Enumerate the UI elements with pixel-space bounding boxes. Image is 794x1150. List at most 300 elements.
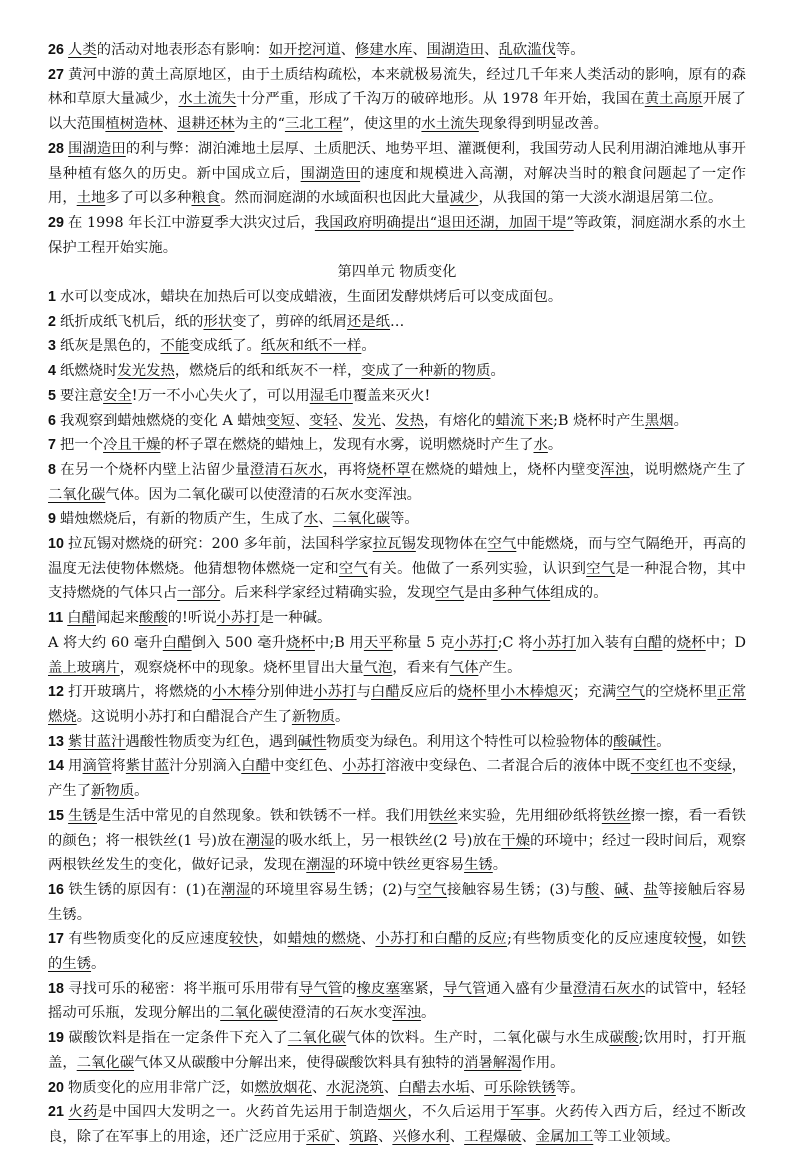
text-run: 作用。: [521, 1054, 565, 1071]
text-run: 、: [360, 931, 376, 948]
paragraph: [48, 409, 746, 434]
paragraph: [48, 334, 746, 359]
document-body: [48, 38, 746, 1150]
text-run: 通入盛有少量: [486, 980, 573, 997]
underlined-term: 纸灰和纸不一样: [260, 338, 362, 355]
text-run: 的利与弊：湖泊滩地土层厚、土质肥沃、地势平坦、灌溉便利，我国劳动人民利用湖泊滩地从事开垦种植有悠久的历史。新中国成立后，: [48, 140, 746, 182]
underlined-term: 可乐除铁锈: [484, 1079, 556, 1096]
underlined-term: 空气: [487, 536, 517, 553]
paragraph: [48, 310, 746, 335]
text-run: ，再将: [323, 461, 367, 478]
text-run: 中能燃烧，而与空气隔绝开，再高的温度无法使物体燃烧。他猜想物体燃烧一定和: [48, 536, 746, 577]
underlined-term: 紫甘蓝: [125, 758, 170, 775]
text-run: 我观察到蜡烛燃烧的变化 A 蜡烛: [60, 412, 267, 429]
underlined-term: 二氧化碳: [332, 511, 391, 528]
text-run: 。: [134, 783, 149, 800]
text-run: 拉瓦锡对燃烧的研究：200 多年前，法国科学家: [68, 536, 373, 553]
text-run: 、: [380, 412, 396, 429]
paragraph: [48, 433, 746, 458]
text-run: 的试管中，轻轻摇动可乐瓶，发现分解出的: [48, 980, 747, 1022]
text-run: ，说明燃烧产生了: [629, 461, 747, 478]
underlined-term: 盖上玻璃片: [48, 659, 120, 676]
text-run: 的: [662, 634, 677, 651]
underlined-term: 干燥: [501, 832, 531, 849]
underlined-term: 白醋: [241, 758, 271, 775]
text-run: 的: [342, 980, 357, 997]
text-run: 十分严重，形成了千沟万的破碎地形。从 1978 年开始，我国在: [236, 91, 645, 108]
item-number: 5: [48, 387, 61, 404]
underlined-term: 冷且干燥: [103, 437, 161, 454]
underlined-term: 不变红也不变绿: [630, 758, 732, 775]
underlined-term: 工程爆破: [464, 1128, 522, 1145]
text-run: 。: [492, 857, 508, 874]
underlined-term: 黑烟: [644, 412, 674, 429]
paragraph: [48, 1026, 746, 1075]
text-run: 是中国四大发明之一。火药首先运用于制造: [97, 1104, 378, 1121]
underlined-term: 二氧化碳: [76, 1054, 135, 1071]
item-number: 11: [48, 610, 68, 627]
text-run: 使澄清的石灰水变: [277, 1005, 393, 1022]
underlined-term: 筑路: [349, 1128, 379, 1145]
text-run: 有关。他做了一系列实验，认识到: [368, 560, 587, 577]
underlined-term: 植树造林: [105, 116, 163, 133]
paragraph: [48, 754, 746, 803]
text-run: 。: [673, 412, 688, 429]
underlined-term: 变短: [266, 412, 295, 429]
item-number: 2: [48, 313, 61, 330]
text-run: 。: [334, 708, 350, 725]
underlined-term: 人类: [68, 42, 97, 58]
text-run: !万一不小心失火了，可以用: [131, 387, 310, 404]
underlined-term: 烟火: [377, 1104, 408, 1121]
underlined-term: 生锈: [68, 807, 97, 824]
text-run: 等工业领域。: [593, 1128, 680, 1145]
underlined-term: 酸碱性: [613, 733, 657, 750]
text-run: 接触容易生锈；(3)与: [447, 881, 585, 898]
text-run: ，燃烧后的纸和纸灰不一样，: [174, 363, 362, 380]
text-run: 的环境中；经过一段时间后，观察两根铁丝发生的变化，做好记录，发现在: [48, 832, 746, 874]
underlined-term: 黄土高原: [644, 91, 703, 108]
item-number: 21: [48, 1104, 69, 1121]
underlined-term: 修建水库: [355, 42, 413, 58]
underlined-term: 烧杯: [286, 634, 315, 651]
text-run: 称量 5 克: [392, 634, 455, 651]
text-run: 变了，剪碎的纸屑: [232, 313, 347, 330]
item-number: 13: [48, 733, 69, 750]
underlined-term: 铁丝: [428, 807, 458, 824]
text-run: 、: [311, 1079, 327, 1096]
text-run: 组成的。: [550, 585, 608, 602]
text-run: 等政策，洞庭湖水系的水土保护工程开始实施。: [48, 214, 746, 256]
underlined-term: 水: [303, 511, 319, 528]
underlined-term: 新物质: [91, 783, 135, 800]
item-number: 8: [48, 461, 61, 478]
text-run: 发现物体在: [415, 536, 488, 553]
text-run: 。后来科学家经过精确实验，发现: [220, 585, 436, 602]
underlined-term: 天平: [363, 634, 393, 651]
underlined-term: 兴修水利: [392, 1128, 450, 1145]
underlined-term: 导气管: [298, 980, 343, 997]
text-run: 要注意: [60, 387, 104, 404]
text-run: 。然而洞庭湖的水域面积也因此大量: [220, 190, 450, 207]
item-number: 7: [48, 437, 61, 454]
underlined-term: 土地: [76, 190, 106, 207]
text-run: 现象得到明显改善。: [478, 116, 608, 133]
underlined-term: 碳酸: [609, 1030, 639, 1047]
paragraph: [48, 63, 746, 137]
underlined-term: 水土流失: [421, 116, 479, 133]
underlined-term: 一部分: [177, 585, 221, 602]
underlined-term: 小苏打: [216, 610, 260, 627]
text-run: ，从我国的第一大淡水湖退居第二位。: [478, 190, 723, 207]
item-number: 16: [48, 881, 69, 898]
text-run: 开展了以大范围: [48, 91, 747, 133]
underlined-term: 围湖造田: [426, 42, 485, 58]
text-run: 、: [412, 42, 427, 58]
text-run: ，看来有: [392, 659, 450, 676]
text-run: 汁分别滴入: [169, 758, 242, 775]
paragraph: [48, 458, 746, 507]
underlined-term: 蜡流下来: [495, 412, 554, 429]
text-run: 。: [91, 956, 106, 973]
underlined-term: 慢: [687, 931, 703, 948]
underlined-term: 新物质: [291, 708, 335, 725]
underlined-term: 发光发热: [117, 363, 175, 380]
text-run: 的杯子罩在燃烧的蜡烛上，发现有水雾，说明燃烧时产生了: [160, 437, 534, 454]
underlined-term: 空气: [586, 560, 616, 577]
underlined-term: 二氧化碳: [220, 1005, 278, 1022]
underlined-term: 多种气体: [492, 585, 551, 602]
paragraph: [48, 359, 746, 384]
text-run: 水可以变成冰，蜡块在加热后可以变成蜡液，生面团发酵烘烤后可以变成面包。: [60, 289, 563, 306]
text-run: 、: [521, 1128, 536, 1145]
text-run: 、: [469, 1079, 485, 1096]
underlined-term: 变轻: [309, 412, 338, 429]
paragraph: [48, 137, 746, 211]
paragraph: [48, 507, 746, 532]
text-run: ，不久后运用于: [407, 1104, 511, 1121]
text-run: 擦一擦，看一看铁的颜色；将一根铁丝(1 号)放在: [48, 807, 747, 849]
item-number: 20: [48, 1079, 69, 1096]
underlined-term: 紫甘蓝汁: [68, 733, 126, 750]
item-number: 4: [48, 363, 61, 380]
text-run: 加入装有: [575, 634, 634, 651]
underlined-term: 燃放烟花: [254, 1079, 312, 1096]
underlined-term: 烧杯: [676, 634, 706, 651]
text-run: ，如: [258, 931, 288, 948]
paragraph: [48, 384, 746, 409]
paragraph: [48, 927, 746, 976]
underlined-term: 水: [533, 437, 548, 454]
text-run: ，如: [702, 931, 732, 948]
underlined-term: 盐: [643, 881, 659, 898]
text-run: 、: [337, 412, 353, 429]
text-run: 、: [599, 881, 615, 898]
underlined-term: 安全: [103, 387, 132, 404]
underlined-term: 烧杯罩: [366, 461, 411, 478]
underlined-term: 白醋: [67, 610, 96, 627]
text-run: …: [390, 313, 405, 330]
text-run: 铁生锈的原因有：(1)在: [68, 881, 222, 898]
paragraph: [48, 1076, 746, 1101]
text-run: 等接触后容易生锈。: [48, 881, 746, 923]
paragraph: [48, 1100, 746, 1149]
paragraph: [48, 977, 746, 1026]
text-run: 寻找可乐的秘密：将半瓶可乐用带有: [68, 980, 299, 997]
item-number: 12: [48, 684, 69, 701]
text-run: 是一种碱。: [259, 610, 332, 627]
text-run: 将: [111, 758, 126, 775]
text-run: 物质变为绿色。利用这个特性可以检验物体的: [326, 733, 614, 750]
underlined-term: 二氧化碳: [48, 486, 106, 503]
underlined-term: 粮食: [191, 190, 221, 207]
item-number: 6: [48, 412, 61, 429]
underlined-term: 变成了一种新的物质: [361, 363, 491, 380]
underlined-term: 军事: [510, 1104, 541, 1121]
underlined-term: 较快: [229, 931, 259, 948]
item-number: 28: [48, 140, 69, 157]
item-number: 18: [48, 980, 69, 997]
underlined-term: 湿毛巾: [309, 387, 353, 404]
text-run: 。: [490, 363, 505, 380]
item-number: 17: [48, 931, 69, 948]
text-run: ”，使这里的: [342, 116, 422, 133]
underlined-term: 澄清石灰水: [250, 461, 323, 478]
underlined-term: 白醋: [162, 634, 192, 651]
text-run: 。: [361, 338, 376, 355]
underlined-term: 空气: [616, 684, 646, 701]
text-run: ；充满: [573, 684, 617, 701]
text-run: 。: [656, 733, 671, 750]
text-run: 的活动对地表形态有影响：: [96, 42, 269, 58]
text-run: 塞紧，: [399, 980, 444, 997]
text-run: 覆盖来灭火!: [352, 387, 431, 404]
underlined-term: 如开挖河道: [268, 42, 341, 58]
text-run: 在另一个烧杯内壁上沾留少量: [60, 461, 251, 478]
text-run: 。火药传入西方后，经过不断改良，除了在军事上的用途，还广泛应用于: [48, 1104, 746, 1145]
text-run: ，有熔化的: [424, 412, 496, 429]
paragraph: [48, 680, 746, 729]
text-run: 来实验，先用细砂纸将: [457, 807, 602, 824]
item-number: 19: [48, 1030, 69, 1047]
paragraph: [48, 878, 746, 927]
text-run: 、: [294, 412, 310, 429]
text-run: 多了可以多种: [105, 190, 192, 207]
underlined-term: 白醋去水垢: [398, 1079, 470, 1096]
underlined-term: 还是纸: [346, 313, 391, 330]
item-number: 15: [48, 807, 69, 824]
text-run: 。: [547, 437, 563, 454]
paragraph: [48, 211, 746, 260]
underlined-term: 白醋: [633, 634, 663, 651]
text-run: 等。: [390, 511, 419, 528]
underlined-term: 消暑解渴: [464, 1054, 522, 1071]
text-run: 中变红色、: [270, 758, 343, 775]
item-number: 26: [48, 42, 69, 58]
text-run: 中;B 用: [314, 634, 364, 651]
underlined-term: 潮湿: [221, 881, 251, 898]
underlined-term: 空气: [338, 560, 368, 577]
text-run: 的速度和规模进入高潮，对解决当时的粮食问题起了一定作用，: [48, 165, 746, 207]
underlined-term: 小苏打: [532, 634, 576, 651]
text-run: 气体又从碳酸中分解出来，使得碳酸饮料具有独特的: [134, 1054, 465, 1071]
text-run: 等。: [555, 42, 585, 58]
underlined-term: 围湖造田: [68, 140, 126, 157]
underlined-term: 气泡: [363, 659, 393, 676]
text-run: 、: [318, 511, 333, 528]
item-number: 10: [48, 536, 69, 553]
underlined-term: 减少: [449, 190, 479, 207]
paragraph: [48, 631, 746, 680]
paragraph: [48, 38, 746, 63]
text-run: 是由: [464, 585, 493, 602]
text-run: 的!听说: [167, 610, 217, 627]
text-run: 与: [356, 684, 372, 701]
text-run: 的环境里容易生锈；(2)与: [250, 881, 418, 898]
text-run: 的吸水纸上，另一根铁丝(2 号)放在: [274, 832, 502, 849]
underlined-term: 潮湿: [306, 857, 335, 874]
text-run: 气体。因为二氧化碳可以使澄清的石灰水变浑浊。: [105, 486, 422, 503]
underlined-term: 发光: [352, 412, 381, 429]
item-number: 9: [48, 511, 61, 528]
underlined-term: 水泥浇筑: [326, 1079, 384, 1096]
text-run: 用: [68, 758, 83, 775]
text-run: 变成纸了。: [189, 338, 261, 355]
underlined-term: 空气: [435, 585, 465, 602]
item-number: 3: [48, 338, 61, 355]
text-run: 、: [162, 116, 178, 133]
text-run: ;有些物质变化的反应速度较: [507, 931, 688, 948]
text-run: ;C 将: [497, 634, 533, 651]
item-number: 1: [48, 289, 61, 306]
text-run: 产生。: [478, 659, 522, 676]
text-run: 有些物质变化的反应速度: [68, 931, 230, 948]
underlined-term: 金属加工: [535, 1128, 594, 1145]
text-run: 分别伸进: [255, 684, 314, 701]
text-run: 、: [378, 1128, 393, 1145]
paragraph: [48, 285, 746, 310]
text-run: 是一种混合物，其中支持燃烧的气体只占: [48, 560, 746, 602]
underlined-term: 小木棒熄灭: [500, 684, 574, 701]
underlined-term: 白醋: [371, 684, 400, 701]
underlined-term: 二氧化碳: [287, 1030, 347, 1047]
underlined-term: 小苏打: [342, 758, 386, 775]
text-run: 、: [340, 42, 355, 58]
underlined-term: 拉瓦锡: [372, 536, 416, 553]
text-run: A 将大约 60 毫升: [48, 634, 163, 651]
underlined-term: 形状: [203, 313, 233, 330]
text-run: 蜡烛燃烧后，有新的物质产生，生成了: [60, 511, 304, 528]
underlined-term: 正常燃烧: [48, 684, 747, 725]
text-run: 纸燃烧时: [60, 363, 118, 380]
underlined-term: 空气: [417, 881, 448, 898]
paragraph: [48, 606, 746, 631]
underlined-term: 澄清石灰水: [573, 980, 646, 997]
text-run: 物质变化的应用非常广泛，如: [68, 1079, 255, 1096]
text-run: 溶液中变绿色、二者混合后的液体中既: [385, 758, 631, 775]
underlined-term: 小苏打和白醋的反应: [375, 931, 508, 948]
text-run: 、: [628, 881, 644, 898]
text-run: 在 1998 年长江中游夏季大洪灾过后，: [68, 214, 315, 231]
underlined-term: 退耕还林: [177, 116, 235, 133]
underlined-term: 采矿: [306, 1128, 335, 1145]
underlined-term: 碱性: [297, 733, 327, 750]
text-run: 、: [484, 42, 499, 58]
underlined-term: 酸: [584, 881, 600, 898]
text-run: 把一个: [60, 437, 104, 454]
underlined-term: 小苏打: [454, 634, 498, 651]
item-number: 29: [48, 214, 69, 231]
text-run: 。: [421, 1005, 436, 1022]
text-run: 倒入 500 毫升: [191, 634, 287, 651]
text-run: 、: [334, 1128, 350, 1145]
text-run: ;B 烧杯时产生: [553, 412, 645, 429]
item-number: 27: [48, 66, 69, 83]
underlined-term: 围湖造田: [300, 165, 361, 182]
text-run: 、: [383, 1079, 399, 1096]
underlined-term: 滴管: [82, 758, 112, 775]
underlined-term: 发热: [395, 412, 424, 429]
text-run: 的空烧杯里: [645, 684, 718, 701]
underlined-term: 气体: [449, 659, 479, 676]
text-run: 黄河中游的黄土高原地区，由于土质结构疏松，本来就极易流失，经过几千年来人类活动的影响，原有的森林和草原大量减少，: [48, 66, 746, 108]
text-run: 。这说明小苏打和白醋混合产生了: [76, 708, 292, 725]
text-run: ，观察烧杯中的现象。烧杯里冒出大量: [119, 659, 364, 676]
underlined-term: 我国政府明确提出“退田还湖，加固干堤”: [314, 214, 574, 231]
underlined-term: 烧杯: [457, 684, 487, 701]
underlined-term: 铁的生锈: [48, 931, 746, 973]
item-number: 14: [48, 758, 69, 775]
text-run: 中；D: [705, 634, 746, 651]
underlined-term: 浑浊: [600, 461, 630, 478]
text-run: 纸灰是黑色的，: [60, 338, 161, 355]
text-run: 在燃烧的蜡烛上，烧杯内壁变: [410, 461, 601, 478]
underlined-term: 火药: [68, 1104, 98, 1121]
text-run: 遇酸性物质变为红色，遇到: [125, 733, 298, 750]
underlined-term: 导气管: [443, 980, 487, 997]
underlined-term: 铁丝: [601, 807, 631, 824]
underlined-term: 生锈: [464, 857, 493, 874]
text-run: ，产生了: [48, 758, 747, 800]
paragraph: [48, 730, 746, 755]
paragraph: [48, 532, 746, 606]
underlined-term: 碱: [614, 881, 629, 898]
text-run: 为主的“: [234, 116, 285, 133]
underlined-term: 乱砍滥伐: [498, 42, 556, 58]
text-run: 碳酸饮料是指在一定条件下充入了: [68, 1030, 288, 1047]
text-run: 打开玻璃片，将燃烧的: [68, 684, 213, 701]
underlined-term: 不能: [160, 338, 190, 355]
unit-title: 第四单元 物质变化: [337, 264, 457, 281]
text-run: 、: [449, 1128, 465, 1145]
underlined-term: 小苏打: [313, 684, 357, 701]
text-run: 纸折成纸飞机后，纸的: [60, 313, 204, 330]
underlined-term: 三北工程: [284, 116, 343, 133]
text-run: ;饮用时，打开瓶盖，: [48, 1030, 747, 1071]
underlined-term: 潮湿: [245, 832, 275, 849]
underlined-term: 蜡烛的燃烧: [287, 931, 361, 948]
underlined-term: 橡皮塞: [356, 980, 400, 997]
underlined-term: 浑浊: [392, 1005, 422, 1022]
underlined-term: 小木棒: [212, 684, 256, 701]
text-run: 气体的饮料。生产时，二氧化碳与水生成: [346, 1030, 610, 1047]
text-run: 等。: [555, 1079, 585, 1096]
underlined-term: 酸酸: [139, 610, 168, 627]
text-run: 是生活中常见的自然现象。铁和铁锈不一样。我们用: [96, 807, 429, 824]
text-run: 的环境中铁丝更容易: [334, 857, 465, 874]
underlined-term: 水土流失: [178, 91, 237, 108]
text-run: 反应后的: [399, 684, 458, 701]
